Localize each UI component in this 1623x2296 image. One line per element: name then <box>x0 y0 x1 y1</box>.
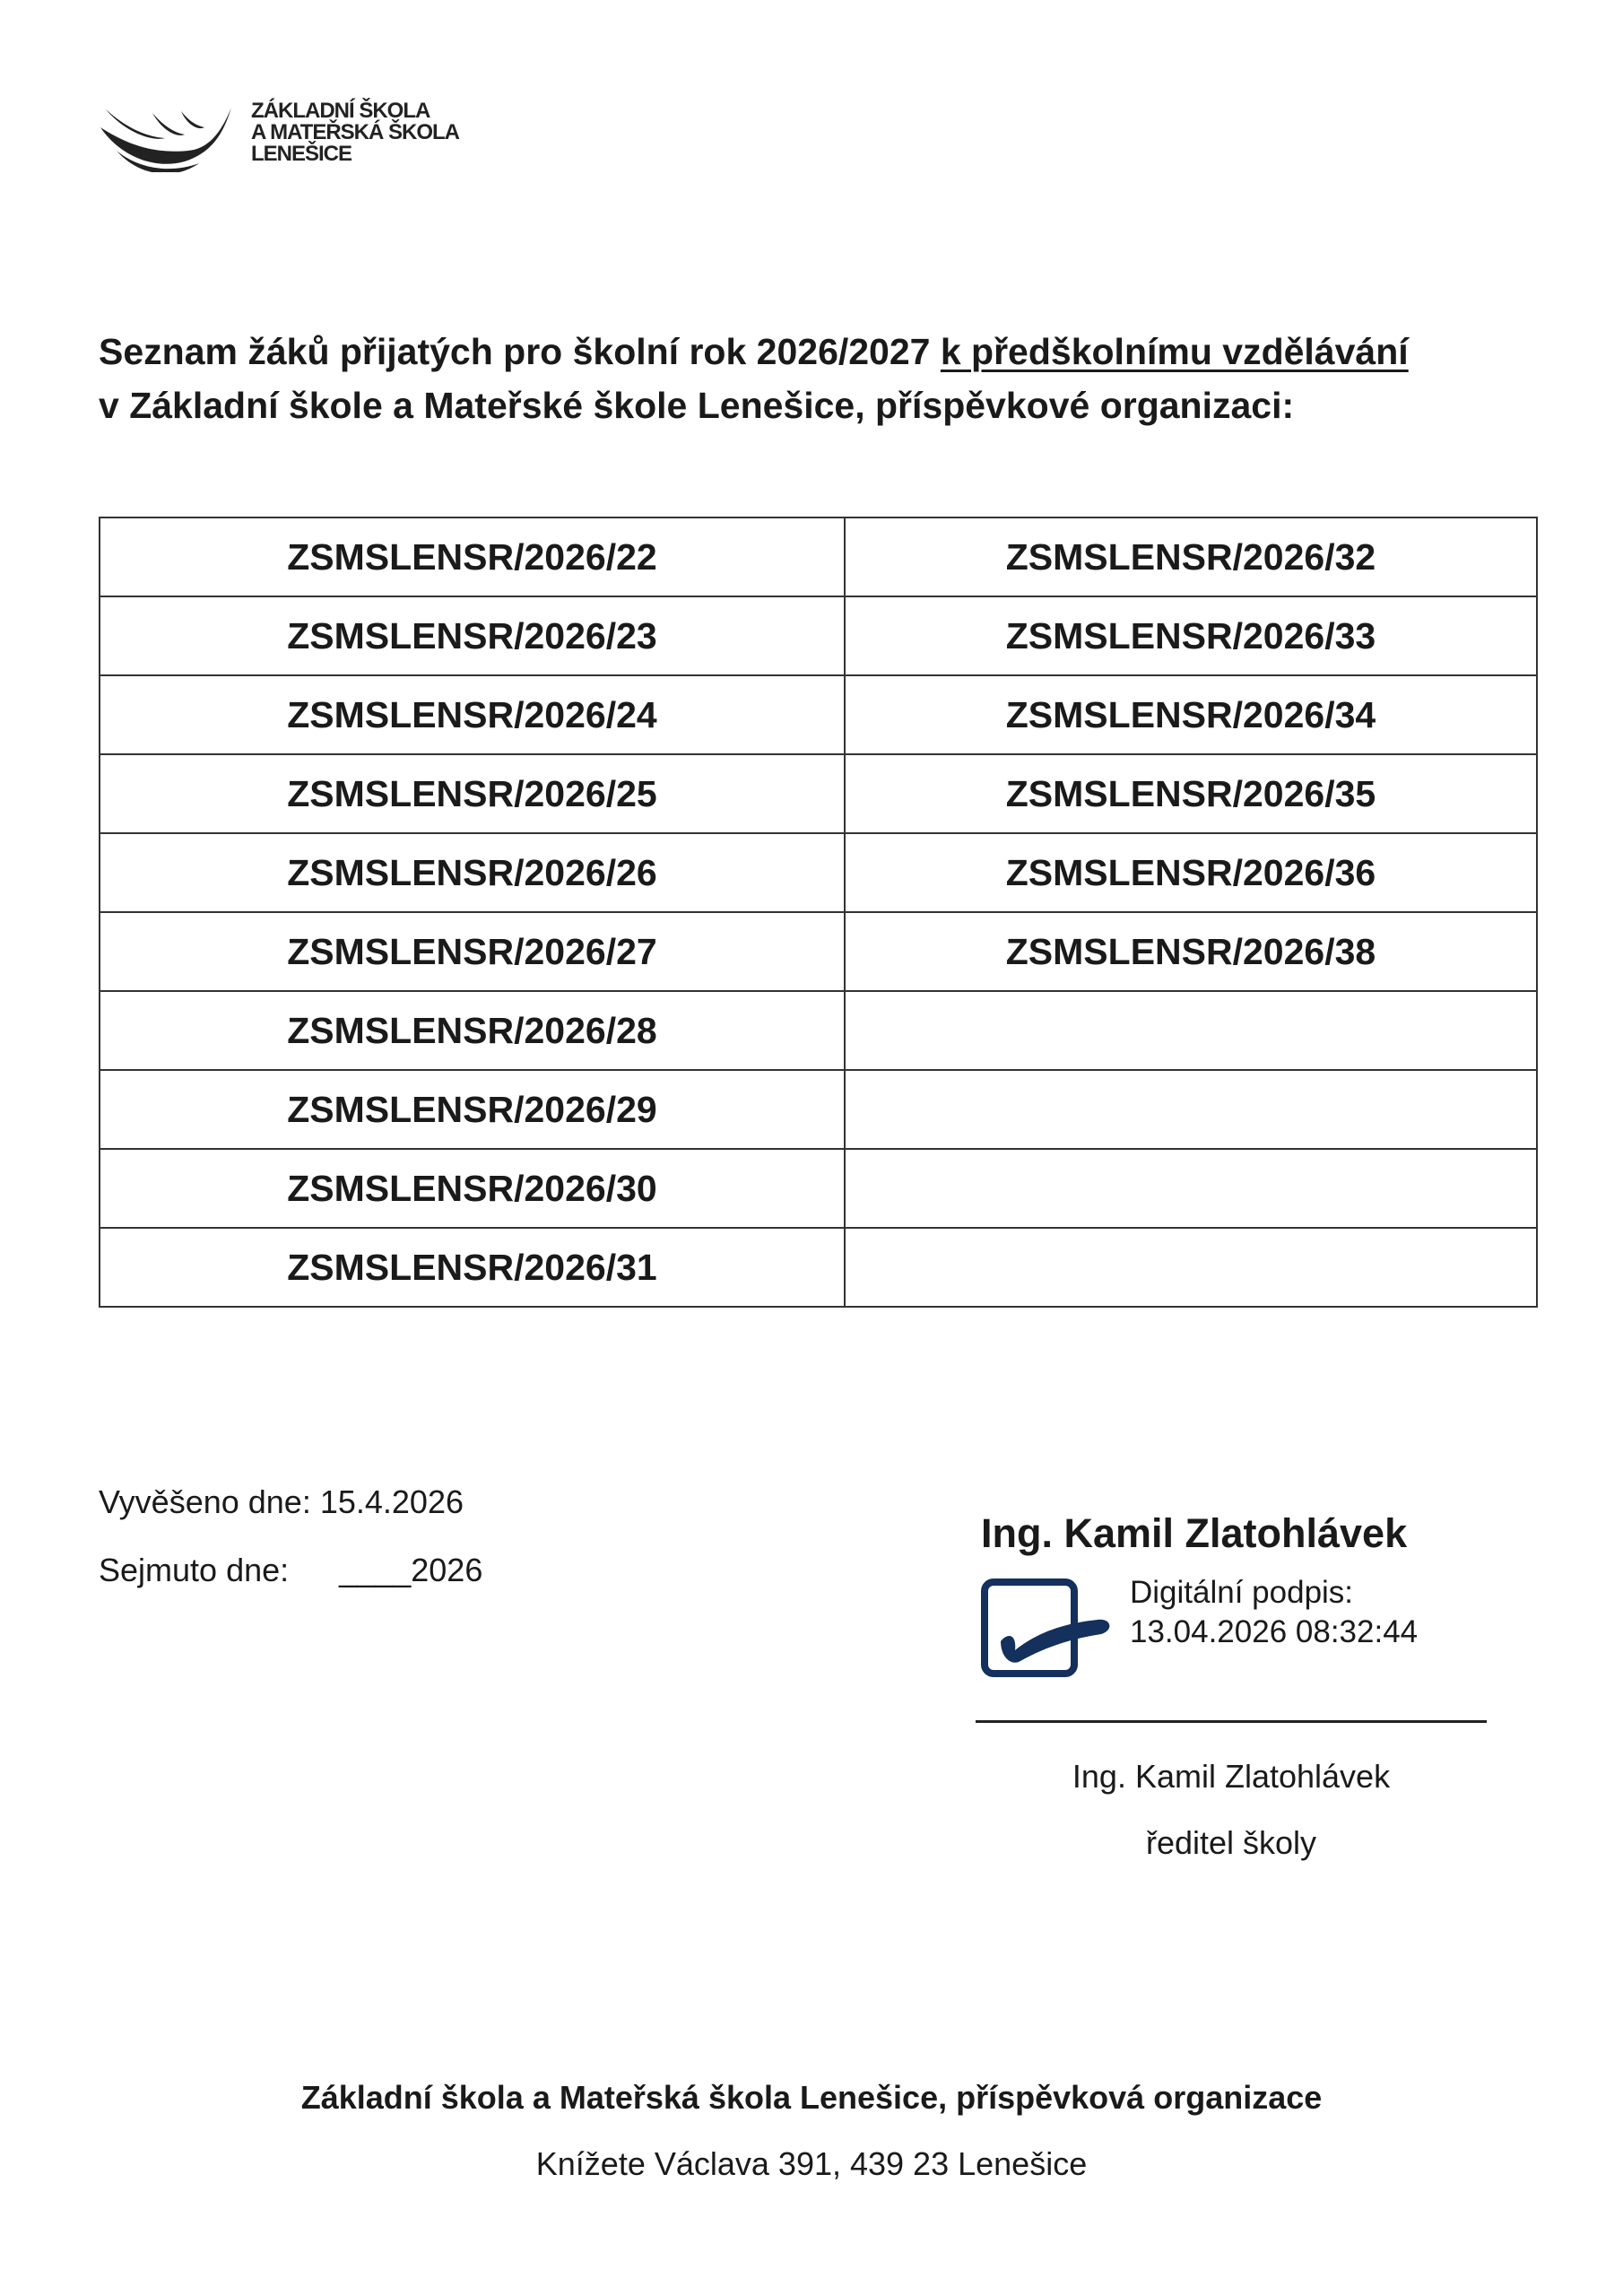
table-row <box>100 1228 1537 1307</box>
table-row <box>100 596 1537 675</box>
table-cell <box>845 1070 1537 1149</box>
logo-line-1: ZÁKLADNÍ ŠKOLA <box>251 99 430 123</box>
logo-line-2: A MATEŘSKÁ ŠKOLA <box>251 120 459 144</box>
table-cell: ZSMSLENSR/2026/27 <box>100 912 845 991</box>
table-cell: ZSMSLENSR/2026/30 <box>100 1149 845 1228</box>
footer-address: Knížete Václava 391, 439 23 Lenešice <box>535 2145 1088 2182</box>
table-cell: ZSMSLENSR/2026/38 <box>845 912 1537 991</box>
signature-line <box>976 1720 1487 1723</box>
table-cell: ZSMSLENSR/2026/23 <box>100 596 845 675</box>
table-cell: ZSMSLENSR/2026/36 <box>845 833 1537 912</box>
table-cell: ZSMSLENSR/2026/34 <box>845 675 1537 754</box>
table-cell: ZSMSLENSR/2026/31 <box>100 1228 845 1307</box>
signer-name-bold: Ing. Kamil Zlatohlávek <box>981 1510 1408 1556</box>
removed-label: Sejmuto dne: <box>99 1552 290 1588</box>
logo-line-3: LENEŠICE <box>251 142 352 166</box>
digital-signature-timestamp: 13.04.2026 08:32:44 <box>1130 1614 1419 1649</box>
title-underlined: k předškolnímu vzdělávání <box>940 331 1409 372</box>
table-cell: ZSMSLENSR/2026/26 <box>100 833 845 912</box>
title-line-2: v Základní škole a Mateřské škole Lenešice, příspěvkové organizaci: <box>99 385 1295 426</box>
table-cell <box>845 991 1537 1070</box>
table-cell: ZSMSLENSR/2026/35 <box>845 754 1537 833</box>
school-logo <box>99 100 484 181</box>
removed-value: ____2026 <box>339 1552 483 1588</box>
posted-date: Vyvěšeno dne: 15.4.2026 <box>99 1483 464 1520</box>
table-cell: ZSMSLENSR/2026/32 <box>845 517 1537 596</box>
signer-name: Ing. Kamil Zlatohlávek <box>1072 1758 1391 1795</box>
table-row <box>100 1070 1537 1149</box>
table-cell: ZSMSLENSR/2026/22 <box>100 517 845 596</box>
table-row <box>100 991 1537 1070</box>
table-row <box>100 675 1537 754</box>
table-cell: ZSMSLENSR/2026/33 <box>845 596 1537 675</box>
table-cell: ZSMSLENSR/2026/28 <box>100 991 845 1070</box>
page-title <box>99 325 1551 432</box>
footer-organization: Základní škola a Mateřská škola Lenešice, příspěvková organizace <box>300 2079 1323 2116</box>
digital-signature-icon <box>981 1578 1115 1682</box>
title-part-1: Seznam žáků přijatých pro školní rok 2026/2027 <box>99 331 941 372</box>
table-row <box>100 517 1537 596</box>
table-cell: ZSMSLENSR/2026/29 <box>100 1070 845 1149</box>
table-cell: ZSMSLENSR/2026/25 <box>100 754 845 833</box>
removed-date <box>99 1552 482 1589</box>
school-logo-icon <box>99 100 233 172</box>
table-row <box>100 912 1537 991</box>
table-cell <box>845 1228 1537 1307</box>
signer-role: ředitel školy <box>1145 1824 1317 1861</box>
digital-signature-label: Digitální podpis: <box>1130 1575 1354 1610</box>
table-row <box>100 754 1537 833</box>
table-row <box>100 1149 1537 1228</box>
table-row <box>100 833 1537 912</box>
table-cell: ZSMSLENSR/2026/24 <box>100 675 845 754</box>
table-cell <box>845 1149 1537 1228</box>
admitted-students-table <box>99 517 1538 1308</box>
